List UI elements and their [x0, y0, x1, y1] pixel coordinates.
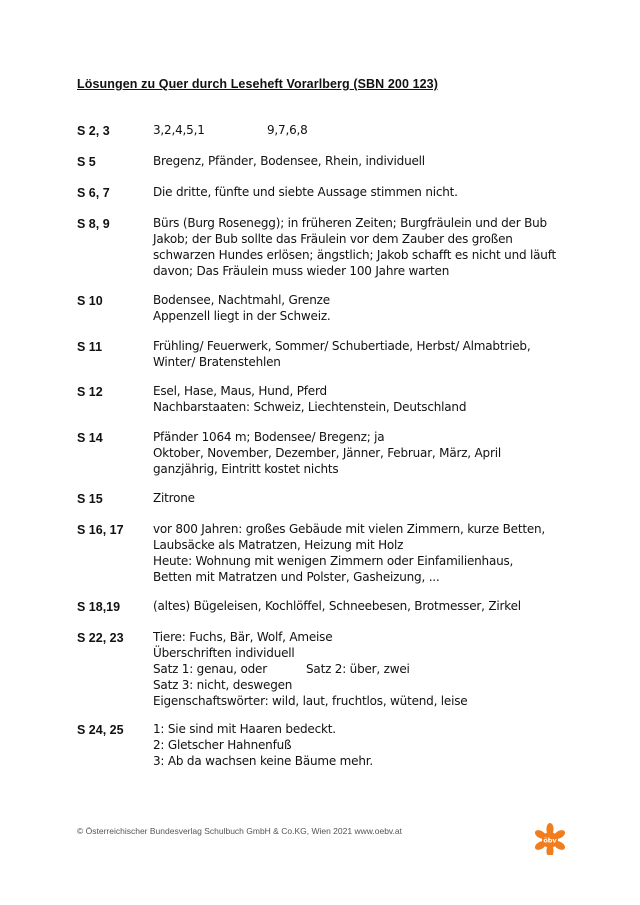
answer-block — [153, 338, 530, 370]
answer-line: Bregenz, Pfänder, Bodensee, Rhein, individuell — [153, 154, 425, 168]
answer-line: Betten mit Matratzen und Polster, Gasheizung, ... — [153, 570, 440, 584]
answer-line: ganzjährig, Eintritt kostet nichts — [153, 462, 339, 476]
answer-line: Satz 1: genau, oder — [153, 662, 267, 676]
answer-line: Esel, Hase, Maus, Hund, Pferd — [153, 384, 327, 398]
answer-block — [153, 383, 466, 415]
answer-line: Oktober, November, Dezember, Jänner, Februar, März, April — [153, 446, 501, 460]
answer-line: Jakob; der Bub sollte das Fräulein vor dem Zauber des großen — [153, 232, 513, 246]
answer-line: Überschriften individuell — [153, 646, 295, 660]
answer-line: Heute: Wohnung mit wenigen Zimmern oder Einfamilienhaus, — [153, 554, 514, 568]
page-label: S 11 — [77, 340, 103, 354]
answer-line: 2: Gletscher Hahnenfuß — [153, 738, 292, 752]
document-title: Lösungen zu Quer durch Leseheft Vorarlberg (SBN 200 123) — [77, 77, 439, 91]
answer-line: 3,2,4,5,1 — [153, 123, 205, 137]
answer-block — [153, 122, 205, 138]
answer-line: schwarzen Hundes erlösen; ängstlich; Jakob schafft es nicht und läuft — [153, 248, 557, 262]
answer-block — [153, 598, 521, 614]
oebv-logo — [534, 823, 566, 855]
page-label: S 8, 9 — [77, 217, 110, 231]
answer-line: Winter/ Bratenstehlen — [153, 355, 281, 369]
copyright-footer: © Österreichischer Bundesverlag Schulbuch GmbH & Co.KG, Wien 2021 www.oebv.at — [77, 826, 403, 836]
answer-line: (altes) Bügeleisen, Kochlöffel, Schneebesen, Brotmesser, Zirkel — [153, 599, 521, 613]
answer-block — [153, 521, 545, 585]
answer-extra: Satz 2: über, zwei — [306, 662, 410, 676]
answer-block — [153, 721, 373, 769]
answer-block — [153, 490, 195, 506]
answer-line: Satz 3: nicht, deswegen — [153, 678, 293, 692]
answer-extra: 9,7,6,8 — [267, 123, 308, 137]
page-label: S 15 — [77, 492, 103, 506]
page-label: S 22, 23 — [77, 631, 124, 645]
page-label: S 6, 7 — [77, 186, 110, 200]
answer-line: 3: Ab da wachsen keine Bäume mehr. — [153, 754, 373, 768]
answer-block — [153, 429, 501, 477]
logo-text: öbv — [543, 836, 557, 845]
page-label: S 16, 17 — [77, 523, 124, 537]
answer-line: Tiere: Fuchs, Bär, Wolf, Ameise — [153, 630, 333, 644]
answer-line: Laubsäcke als Matratzen, Heizung mit Holz — [153, 538, 404, 552]
answer-line: Zitrone — [153, 491, 195, 505]
page-label: S 2, 3 — [77, 124, 110, 138]
answer-line: Nachbarstaaten: Schweiz, Liechtenstein, Deutschland — [153, 400, 467, 414]
answer-line: Bürs (Burg Rosenegg); in früheren Zeiten; Burgfräulein und der Bub — [153, 216, 547, 230]
answer-line: Die dritte, fünfte und siebte Aussage stimmen nicht. — [153, 185, 458, 199]
answer-block — [153, 292, 331, 324]
page-label: S 10 — [77, 294, 103, 308]
page-label: S 12 — [77, 385, 103, 399]
answer-line: Pfänder 1064 m; Bodensee/ Bregenz; ja — [153, 430, 385, 444]
answer-line: Bodensee, Nachtmahl, Grenze — [153, 293, 330, 307]
answer-line: Appenzell liegt in der Schweiz. — [153, 309, 331, 323]
page-label: S 18,19 — [77, 600, 121, 614]
page-label: S 24, 25 — [77, 723, 124, 737]
answer-line: davon; Das Fräulein muss wieder 100 Jahre warten — [153, 264, 450, 278]
answer-line: 1: Sie sind mit Haaren bedeckt. — [153, 722, 336, 736]
answer-line: vor 800 Jahren: großes Gebäude mit vielen Zimmern, kurze Betten, — [153, 522, 546, 536]
page-label: S 5 — [77, 155, 96, 169]
answer-block — [153, 215, 556, 279]
page-label: S 14 — [77, 431, 103, 445]
answer-block — [153, 153, 425, 169]
answer-line: Eigenschaftswörter: wild, laut, fruchtlos, wütend, leise — [153, 694, 468, 708]
answer-block — [153, 184, 458, 200]
answer-line: Frühling/ Feuerwerk, Sommer/ Schubertiade, Herbst/ Almabtrieb, — [153, 339, 531, 353]
